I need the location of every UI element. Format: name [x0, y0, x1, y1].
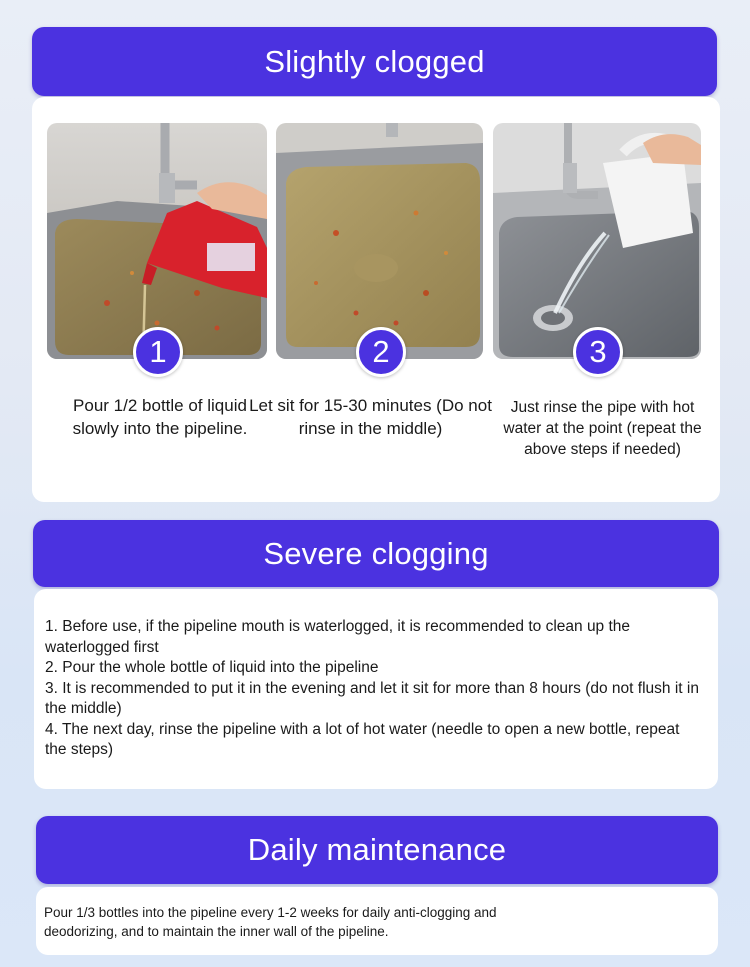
severe-steps-list	[45, 617, 705, 761]
step-2-number: 2	[372, 334, 390, 369]
severe-step-4: 4. The next day, rinse the pipeline with a lot of hot water (needle to open a new bottle, repeat the steps)	[45, 720, 680, 758]
severe-clogging-banner	[33, 520, 719, 587]
step-3-number: 3	[589, 334, 607, 369]
daily-maintenance-title: Daily maintenance	[247, 832, 507, 867]
step-1-number: 1	[149, 334, 167, 369]
slightly-clogged-banner	[32, 27, 717, 96]
daily-maintenance-banner	[36, 816, 718, 884]
severe-step-2: 2. Pour the whole bottle of liquid into the pipeline	[45, 659, 379, 676]
severe-clogging-title: Severe clogging	[263, 535, 489, 571]
step-1-badge	[133, 327, 183, 377]
severe-step-1: 1. Before use, if the pipeline mouth is waterlogged, it is recommended to clean up the waterlogged first	[45, 618, 631, 656]
step-3-photo	[493, 123, 701, 359]
step-1-photo	[47, 123, 267, 359]
step-3-badge	[573, 327, 623, 377]
step-2-caption: Let sit for 15-30 minutes (Do not rinse in the middle)	[249, 396, 492, 438]
severe-step-3: 3. It is recommended to put it in the evening and let it sit for more than 8 hours (do not flush it in the middle)	[45, 679, 699, 717]
slightly-clogged-title: Slightly clogged	[264, 43, 485, 79]
step-3-caption: Just rinse the pipe with hot water at the point (repeat the above steps if needed)	[503, 399, 702, 458]
step-2-photo	[276, 123, 483, 359]
daily-maintenance-text: Pour 1/3 bottles into the pipeline every 1-2 weeks for daily anti-clogging and deodorizing, and to maintain the inner wall of the pipeline.	[44, 905, 497, 939]
step-1-caption: Pour 1/2 bottle of liquid slowly into the pipeline.	[72, 396, 248, 438]
step-2-badge	[356, 327, 406, 377]
